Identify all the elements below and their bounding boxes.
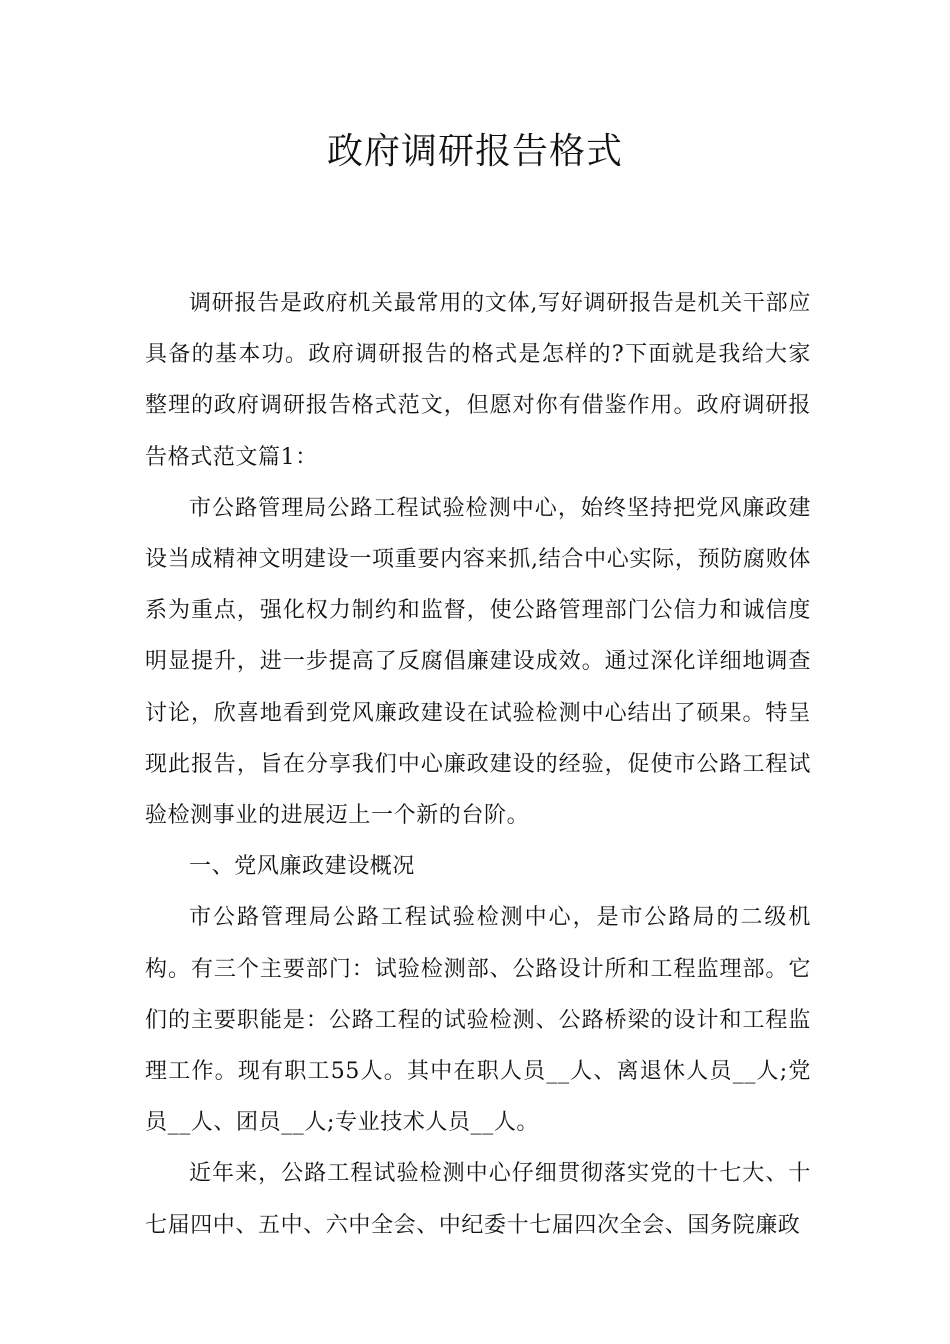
section-heading-1: 一、党风廉政建设概况 xyxy=(189,854,416,880)
document-title: 政府调研报告格式 xyxy=(326,131,623,172)
paragraph-recent-years: 近年来，公路工程试验检测中心仔细贯彻落实党的十七大、十七届四中、五中、六中全会、中纪委十七届四次全会、国务院廉政 xyxy=(145,1161,811,1238)
paragraph-overview: 市公路管理局公路工程试验检测中心，始终坚持把党风廉政建设当成精神文明建设一项重要内容来抓,结合中心实际，预防腐败体系为重点，强化权力制约和监督，使公路管理部门公信力和诚信度明显提升，进一步提高了反腐倡廉建设成效。通过深化详细地调查讨论，欣喜地看到党风廉政建设在试验检测中心结出了硕果。特呈现此报告，旨在分享我们中心廉政建设的经验，促使市公路工程试验检测事业的进展迈上一个新的台阶。 xyxy=(145,495,811,829)
paragraph-organization: 市公路管理局公路工程试验检测中心，是市公路局的二级机构。有三个主要部门：试验检测部、公路设计所和工程监理部。它们的主要职能是：公路工程的试验检测、公路桥梁的设计和工程监理工作。现有职工55人。其中在职人员__人、离退休人员__人;党员__人、团员__人;专业技术人员__人。 xyxy=(145,905,811,1136)
document-body xyxy=(145,278,811,1251)
paragraph-intro: 调研报告是政府机关最常用的文体,写好调研报告是机关干部应具备的基本功。政府调研报告的格式是怎样的?下面就是我给大家整理的政府调研报告格式范文，但愿对你有借鉴作用。政府调研报告格式范文篇1： xyxy=(145,291,811,470)
